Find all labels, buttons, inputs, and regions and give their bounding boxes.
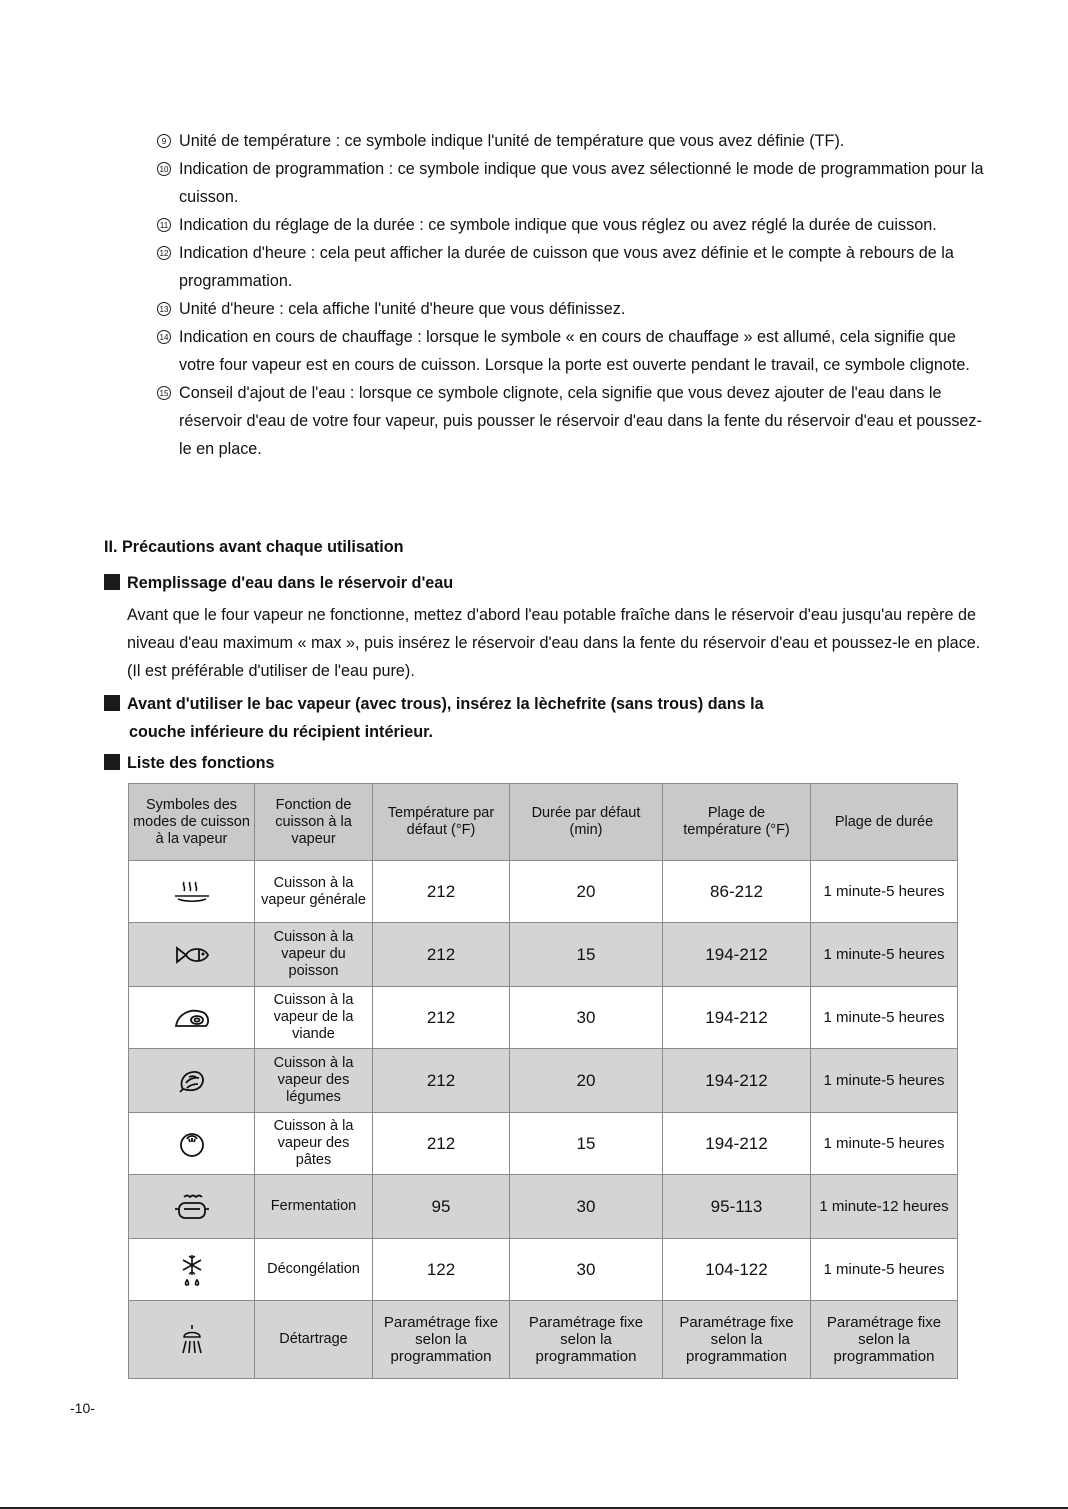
symbol-cell: [129, 987, 255, 1049]
temp-range-cell: 194-212: [663, 1049, 811, 1113]
subheading-text: Remplissage d'eau dans le réservoir d'eau: [127, 574, 454, 592]
default-temp-cell: 212: [373, 987, 510, 1049]
temp-range-cell: Paramétrage fixe selon la programmation: [663, 1301, 811, 1379]
time-range-cell: 1 minute-5 heures: [811, 1239, 958, 1301]
item-number: 10: [157, 162, 171, 176]
item-text: Indication en cours de chauffage : lorsque le symbole « en cours de chauffage » est allumé, cela signifie que votre four vapeur est en cours de cuisson. Lorsque la porte est ouverte pendant le travail, ce symbole clignote.: [179, 328, 970, 374]
function-cell: Décongélation: [255, 1239, 373, 1301]
default-temp-cell: 122: [373, 1239, 510, 1301]
default-temp-cell: 212: [373, 861, 510, 923]
function-cell: Cuisson à la vapeur du poisson: [255, 923, 373, 987]
default-time-cell: Paramétrage fixe selon la programmation: [510, 1301, 663, 1379]
symbol-cell: [129, 861, 255, 923]
steam-icon: [172, 879, 212, 905]
item-number: 12: [157, 246, 171, 260]
temp-range-cell: 194-212: [663, 923, 811, 987]
time-range-cell: 1 minute-5 heures: [811, 1113, 958, 1175]
function-cell: Cuisson à la vapeur des légumes: [255, 1049, 373, 1113]
table-row: [129, 1049, 958, 1113]
temp-range-cell: 86-212: [663, 861, 811, 923]
fermentation-icon: [172, 1192, 212, 1222]
time-range-cell: 1 minute-5 heures: [811, 987, 958, 1049]
list-item: [157, 379, 987, 463]
time-range-cell: 1 minute-5 heures: [811, 1049, 958, 1113]
item-number: 15: [157, 386, 171, 400]
default-temp-cell: Paramétrage fixe selon la programmation: [373, 1301, 510, 1379]
list-item: [157, 127, 987, 155]
time-range-cell: 1 minute-12 heures: [811, 1175, 958, 1239]
item-number: 13: [157, 302, 171, 316]
table-row: [129, 1301, 958, 1379]
square-bullet-icon: [104, 574, 120, 590]
temp-range-cell: 104-122: [663, 1239, 811, 1301]
item-number: 9: [157, 134, 171, 148]
meat-icon: [172, 1006, 212, 1030]
default-temp-cell: 212: [373, 1113, 510, 1175]
table-row: [129, 1113, 958, 1175]
list-item: [157, 211, 987, 239]
subheading-text: Avant d'utiliser le bac vapeur (avec trous), insérez la lèchefrite (sans trous) dans la: [127, 695, 764, 713]
default-time-cell: 30: [510, 1175, 663, 1239]
item-text: Unité d'heure : cela affiche l'unité d'heure que vous définissez.: [179, 300, 626, 318]
time-range-cell: Paramétrage fixe selon la programmation: [811, 1301, 958, 1379]
water-filling-paragraph: Avant que le four vapeur ne fonctionne, mettez d'abord l'eau potable fraîche dans le réservoir d'eau jusqu'au repère de niveau d'eau maximum « max », puis insérez le réservoir d'eau dans la fente du réservoir d'eau et poussez-le en place. (Il est préférable d'utiliser de l'eau pure).: [127, 606, 981, 680]
page-number: -10-: [70, 1400, 95, 1416]
default-time-cell: 30: [510, 1239, 663, 1301]
list-item: [157, 295, 987, 323]
subheading-text: Liste des fonctions: [127, 754, 275, 772]
symbol-cell: [129, 1049, 255, 1113]
column-header: Température par défaut (°F): [373, 784, 510, 861]
table-row: [129, 1175, 958, 1239]
symbol-cell: [129, 1175, 255, 1239]
bun-icon: [176, 1130, 208, 1158]
function-cell: Détartrage: [255, 1301, 373, 1379]
function-cell: Fermentation: [255, 1175, 373, 1239]
default-time-cell: 30: [510, 987, 663, 1049]
square-bullet-icon: [104, 695, 120, 711]
item-text: Indication de programmation : ce symbole indique que vous avez sélectionné le mode de programmation pour la cuisson.: [179, 160, 984, 206]
time-range-cell: 1 minute-5 heures: [811, 861, 958, 923]
square-bullet-icon: [104, 754, 120, 770]
default-temp-cell: 95: [373, 1175, 510, 1239]
subheading-text-continued: couche inférieure du récipient intérieur.: [129, 723, 434, 741]
list-item: [157, 155, 987, 211]
subheading-steam-tray: [104, 690, 944, 746]
item-number: 11: [157, 218, 171, 232]
item-text: Unité de température : ce symbole indique l'unité de température que vous avez définie (TF).: [179, 132, 845, 150]
default-time-cell: 15: [510, 1113, 663, 1175]
function-cell: Cuisson à la vapeur générale: [255, 861, 373, 923]
temp-range-cell: 95-113: [663, 1175, 811, 1239]
list-item: [157, 239, 987, 295]
function-cell: Cuisson à la vapeur de la viande: [255, 987, 373, 1049]
symbol-cell: [129, 1301, 255, 1379]
table-row: [129, 1239, 958, 1301]
symbol-cell: [129, 1113, 255, 1175]
fish-icon: [172, 943, 212, 967]
column-header: Durée par défaut (min): [510, 784, 663, 861]
default-temp-cell: 212: [373, 1049, 510, 1113]
table-row: [129, 987, 958, 1049]
table-row: [129, 923, 958, 987]
default-time-cell: 15: [510, 923, 663, 987]
symbol-cell: [129, 1239, 255, 1301]
temp-range-cell: 194-212: [663, 1113, 811, 1175]
default-time-cell: 20: [510, 861, 663, 923]
function-cell: Cuisson à la vapeur des pâtes: [255, 1113, 373, 1175]
vegetable-icon: [175, 1067, 209, 1095]
item-text: Indication d'heure : cela peut afficher la durée de cuisson que vous avez définie et le compte à rebours de la programmation.: [179, 244, 954, 290]
item-text: Conseil d'ajout de l'eau : lorsque ce symbole clignote, cela signifie que vous devez ajouter de l'eau dans le réservoir d'eau de votre four vapeur, puis pousser le réservoir d'eau dans la fente du réservoir d'eau et poussez-le en place.: [179, 384, 982, 458]
list-item: [157, 323, 987, 379]
column-header: Plage de durée: [811, 784, 958, 861]
column-header: Fonction de cuisson à la vapeur: [255, 784, 373, 861]
item-number: 14: [157, 330, 171, 344]
temp-range-cell: 194-212: [663, 987, 811, 1049]
default-time-cell: 20: [510, 1049, 663, 1113]
symbol-cell: [129, 923, 255, 987]
table-row: [129, 861, 958, 923]
function-table: [128, 783, 958, 1379]
table-header-row: [129, 784, 958, 861]
column-header: Plage de température (°F): [663, 784, 811, 861]
column-header: Symboles des modes de cuisson à la vapeur: [129, 784, 255, 861]
subheading-water-filling: [104, 569, 453, 597]
default-temp-cell: 212: [373, 923, 510, 987]
item-text: Indication du réglage de la durée : ce symbole indique que vous réglez ou avez réglé la durée de cuisson.: [179, 216, 937, 234]
indicator-list: [157, 127, 987, 463]
subheading-function-list: [104, 749, 275, 777]
section-title: II. Précautions avant chaque utilisation: [104, 538, 404, 556]
descaling-icon: [177, 1323, 207, 1357]
defrost-icon: [177, 1253, 207, 1287]
time-range-cell: 1 minute-5 heures: [811, 923, 958, 987]
